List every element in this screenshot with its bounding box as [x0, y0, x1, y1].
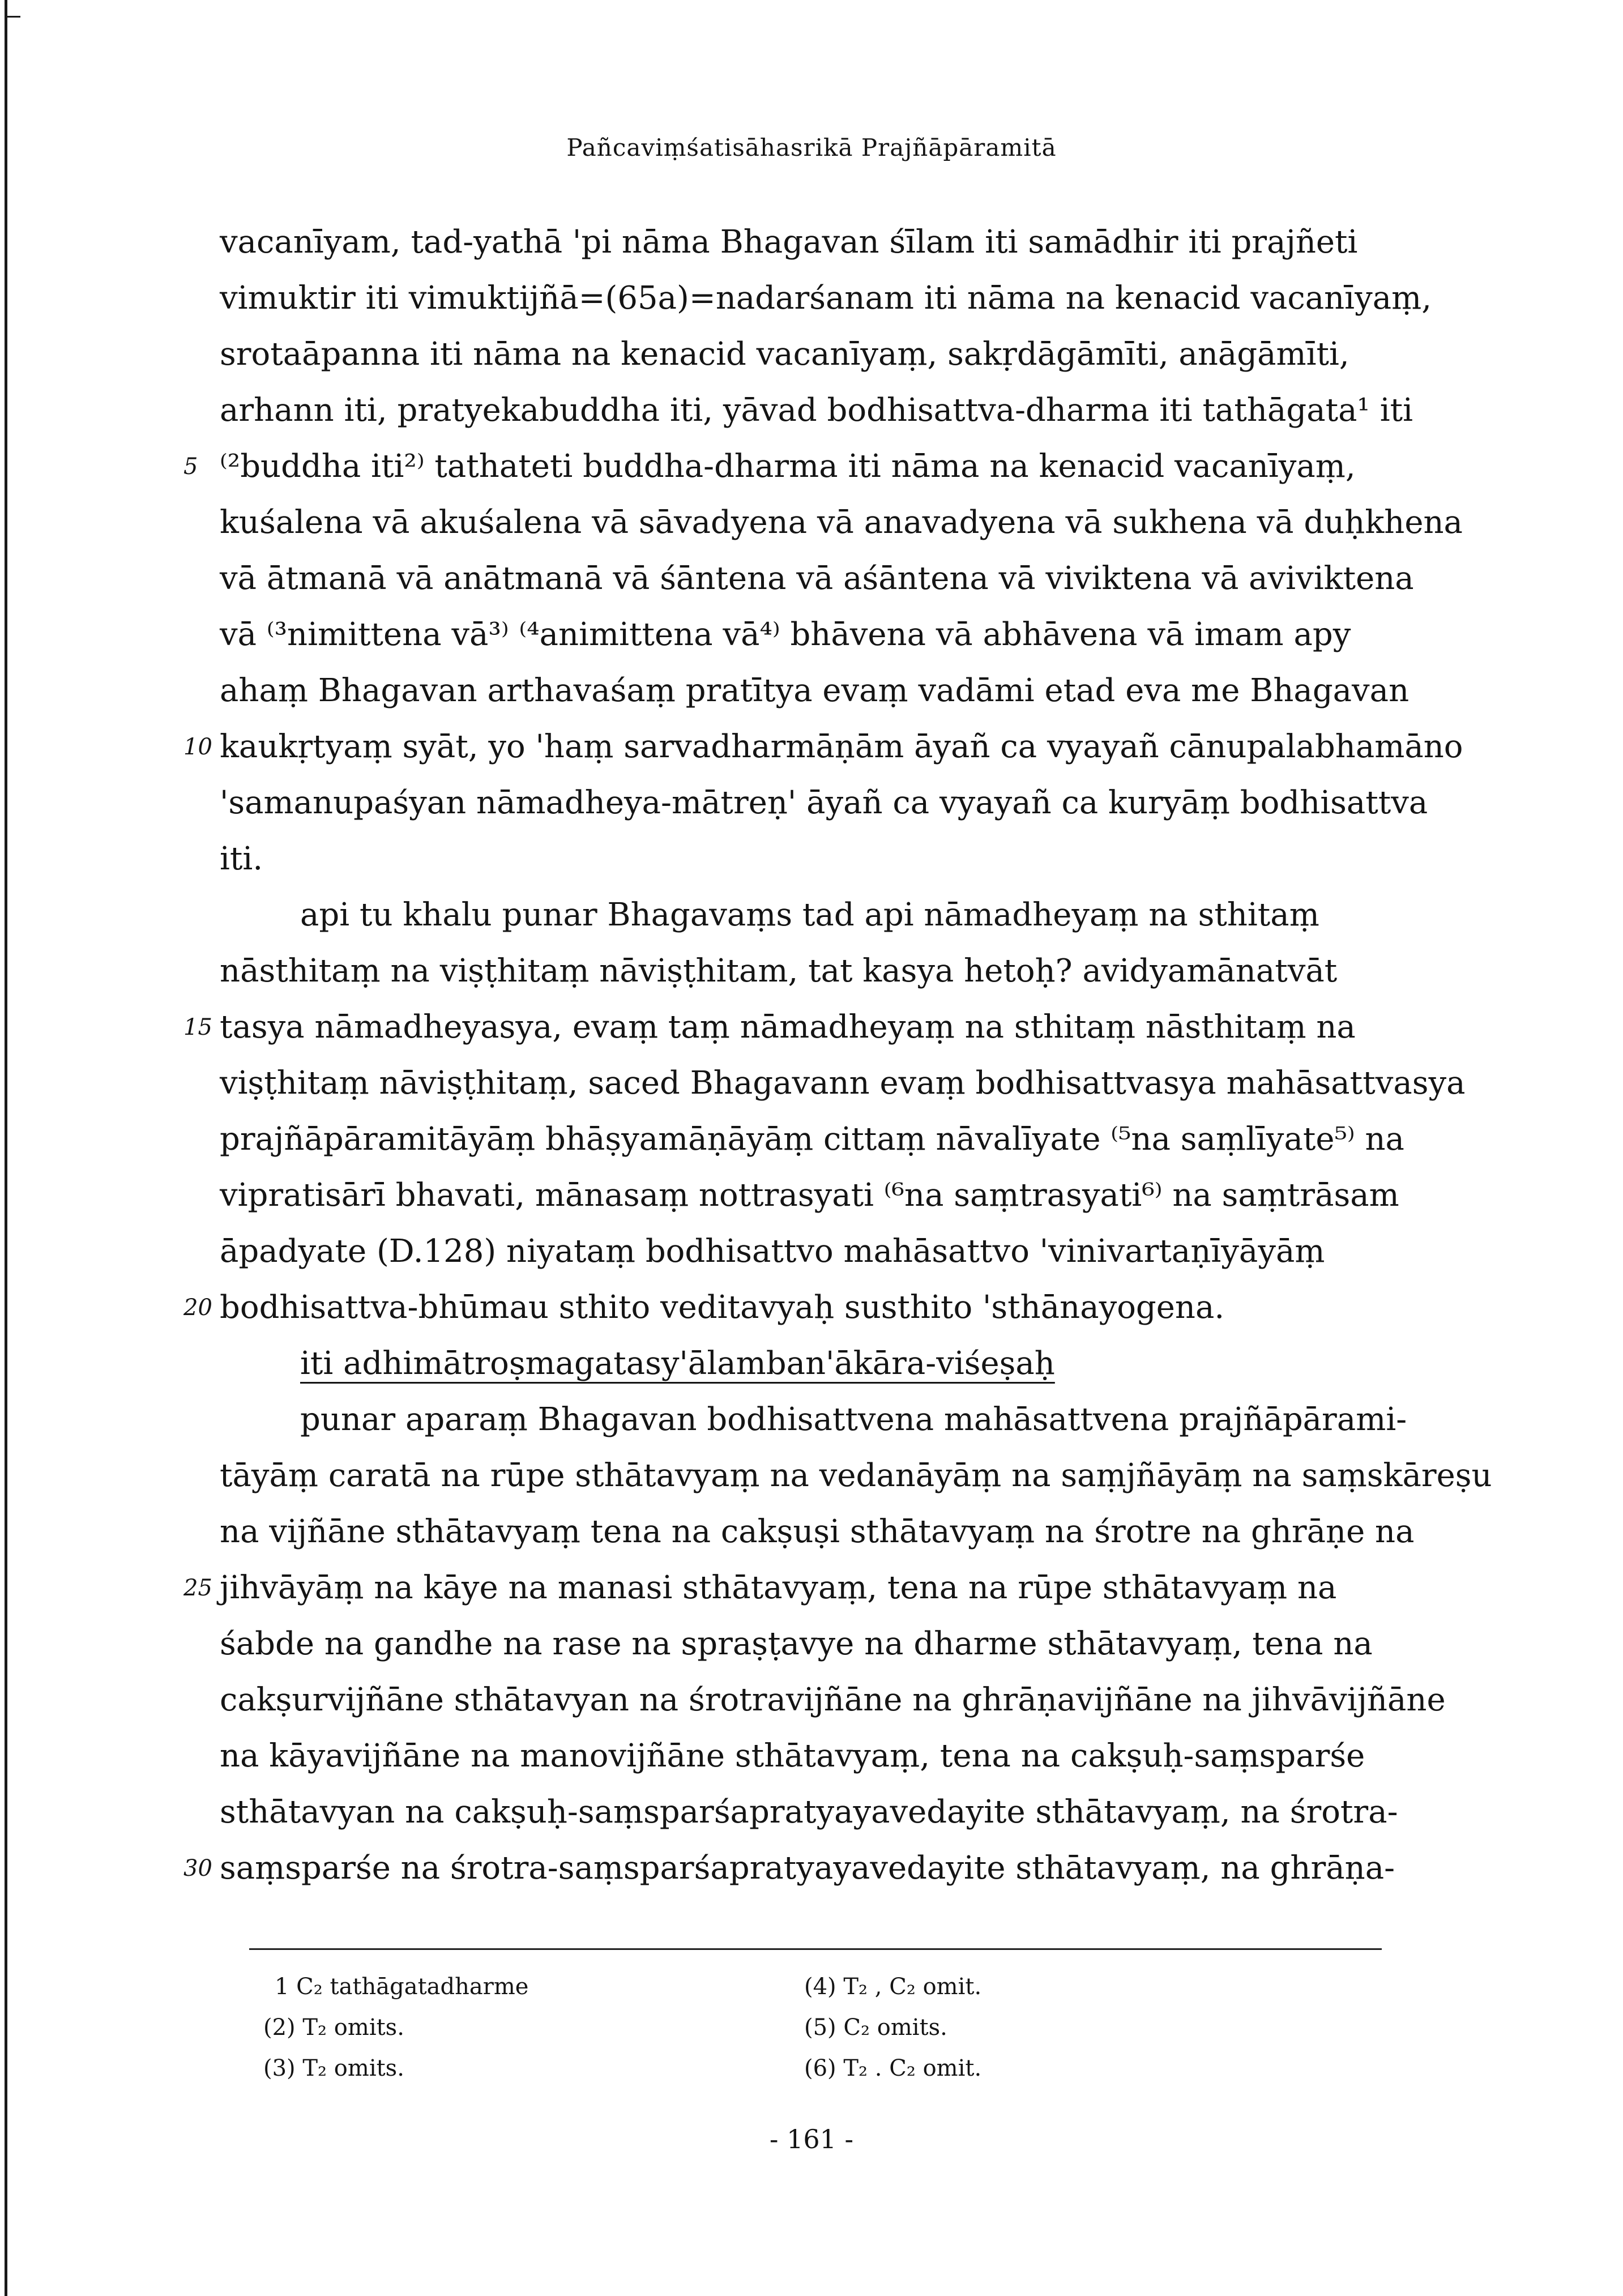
text-line: vimuktir iti vimuktijñā=(65a)=nadarśanam iti nāma na kenacid vacanīyaṃ, [220, 280, 1432, 317]
text-line: āpadyate (D.128) niyataṃ bodhisattvo mahāsattvo 'vinivartaṇīyāyāṃ [220, 1233, 1325, 1270]
text-line: 'samanupaśyan nāmadheya-mātreṇ' āyañ ca vyayañ ca kuryāṃ bodhisattva [220, 784, 1428, 821]
text-line: jihvāyāṃ na kāye na manasi sthātavyaṃ, tena na rūpe sthātavyaṃ na [220, 1569, 1337, 1606]
text-line: kuśalena vā akuśalena vā sāvadyena vā anavadyena vā sukhena vā duḥkhena [220, 504, 1463, 541]
text-line: vacanīyam, tad-yathā 'pi nāma Bhagavan śīlam iti samādhir iti prajñeti [220, 224, 1358, 261]
footnote: (2) T₂ omits. [263, 2015, 404, 2041]
paragraph-start-line: api tu khalu punar Bhagavaṃs tad api nāmadheyaṃ na sthitaṃ [300, 897, 1319, 933]
text-line: saṃsparśe na śrotra-saṃsparśapratyayavedayite sthātavyaṃ, na ghrāṇa- [220, 1850, 1395, 1887]
text-line: iti. [220, 840, 263, 877]
text-line: tasya nāmadheyasya, evaṃ taṃ nāmadheyaṃ na sthitaṃ nāsthitaṃ na [220, 1009, 1356, 1045]
footnote: (3) T₂ omits. [263, 2055, 404, 2081]
line-number: 25 [183, 1575, 212, 1601]
footnote: 1 C₂ tathāgatadharme [275, 1974, 529, 2000]
line-number: 15 [183, 1014, 212, 1040]
scan-edge-left [5, 0, 7, 2296]
text-line: cakṣurvijñāne sthātavyan na śrotravijñāne na ghrāṇavijñāne na jihvāvijñāne [220, 1682, 1446, 1718]
text-line: tāyāṃ caratā na rūpe sthātavyaṃ na vedanāyāṃ na saṃjñāyāṃ na saṃskāreṣu [220, 1457, 1492, 1494]
text-line: na kāyavijñāne na manovijñāne sthātavyaṃ, tena na cakṣuḥ-saṃsparśe [220, 1738, 1365, 1774]
text-line: vā ⁽³nimittena vā³⁾ ⁽⁴animittena vā⁴⁾ bhāvena vā abhāvena vā imam apy [220, 616, 1351, 653]
text-line: kaukṛtyaṃ syāt, yo 'haṃ sarvadharmāṇām āyañ ca vyayañ cānupalabhamāno [220, 728, 1463, 765]
line-number: 20 [183, 1295, 212, 1321]
footnote: (6) T₂ . C₂ omit. [804, 2055, 982, 2081]
text-line: bodhisattva-bhūmau sthito veditavyaḥ susthito 'sthānayogena. [220, 1289, 1225, 1326]
footnote-separator [249, 1948, 1382, 1950]
text-line: vipratisārī bhavati, mānasaṃ nottrasyati ⁽⁶na saṃtrasyati⁶⁾ na saṃtrāsam [220, 1177, 1399, 1214]
text-line: ahaṃ Bhagavan arthavaśaṃ pratītya evaṃ vadāmi etad eva me Bhagavan [220, 672, 1410, 709]
line-number: 30 [183, 1855, 212, 1881]
text-line: arhann iti, pratyekabuddha iti, yāvad bodhisattva-dharma iti tathāgata¹ iti [220, 392, 1413, 429]
text-line: srotaāpanna iti nāma na kenacid vacanīyaṃ, sakṛdāgāmīti, anāgāmīti, [220, 336, 1349, 373]
line-number: 10 [183, 734, 212, 760]
page-number: - 161 - [769, 2124, 854, 2154]
text-line: sthātavyan na cakṣuḥ-saṃsparśapratyayavedayite sthātavyaṃ, na śrotra- [220, 1794, 1398, 1830]
text-line: śabde na gandhe na rase na spraṣṭavye na dharme sthātavyaṃ, tena na [220, 1625, 1373, 1662]
running-header: Pañcaviṃśatisāhasrikā Prajñāpāramitā [566, 134, 1057, 161]
footnote: (5) C₂ omits. [804, 2015, 947, 2041]
text-line: ⁽²buddha iti²⁾ tathateti buddha-dharma iti nāma na kenacid vacanīyaṃ, [220, 448, 1356, 485]
scan-edge-tick [5, 16, 20, 18]
text-line: na vijñāne sthātavyaṃ tena na cakṣuṣi sthātavyaṃ na śrotre na ghrāṇe na [220, 1513, 1415, 1550]
footnote: (4) T₂ , C₂ omit. [804, 1974, 982, 2000]
text-line: prajñāpāramitāyāṃ bhāṣyamāṇāyāṃ cittaṃ nāvalīyate ⁽⁵na saṃlīyate⁵⁾ na [220, 1121, 1404, 1158]
text-line: nāsthitaṃ na viṣṭhitaṃ nāviṣṭhitam, tat kasya hetoḥ? avidyamānatvāt [220, 953, 1338, 989]
text-line: viṣṭhitaṃ nāviṣṭhitaṃ, saced Bhagavann evaṃ bodhisattvasya mahāsattvasya [220, 1065, 1466, 1102]
section-subheading: iti adhimātroṣmagatasy'ālamban'ākāra-viśeṣaḥ [300, 1345, 1055, 1382]
paragraph-start-line: punar aparaṃ Bhagavan bodhisattvena mahāsattvena prajñāpārami- [300, 1401, 1407, 1438]
line-number: 5 [183, 454, 198, 480]
text-line: vā ātmanā vā anātmanā vā śāntena vā aśāntena vā viviktena vā aviviktena [220, 560, 1414, 597]
